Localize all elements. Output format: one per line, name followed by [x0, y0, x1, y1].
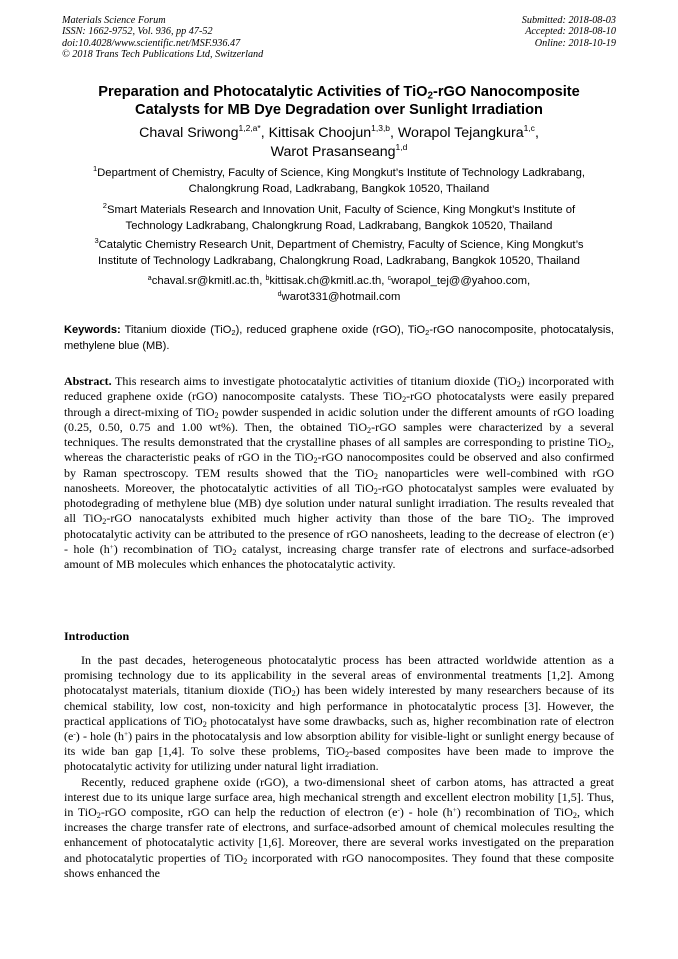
email-link[interactable]: warot331@hotmail.com [281, 290, 401, 303]
section-heading-introduction: Introduction [64, 629, 130, 643]
author-name: Kittisak Choojun [268, 125, 372, 141]
abstract: Abstract. This research aims to investigate photocatalytic activities of titanium dioxide (TiO$_2$) incorporated with reduced graphene oxide (rGO) nanocomposite catalysts. These TiO$_2$-rGO photocatalysts were easily prepared through a direct-mixing of TiO$_2$ powder suspended in acidic solution under the different amounts of rGO loading (0.25, 0.50, 0.75 and 1.00 wt%). Then, the obtained TiO$_2$-rGO samples were characterized by a several techniques. The results demonstrated that the crystalline phases of all samples are corresponding to pristine TiO$_2$, whereas the characteristic peaks of rGO in the TiO$_2$-rGO nanocomposites could be observed and also confirmed by Raman spectroscopy. TEM results showed that the TiO$_2$ nanoparticles were well-combined with rGO nanosheets. Moreover, the photocatalytic activities of all TiO$_2$-rGO photocatalyst samples were evaluated by photodegrading of methylene blue (MB) dye solution under natural sunlight irradiation. The results revealed that all TiO$_2$-rGO nanocatalysts exhibited much higher activity than those of the bare TiO$_2$. The improved photocatalytic activity can be attributed to the presence of rGO nanosheets, leading to the decrease of electron (e-) - hole (h+) recombination of TiO$_2$ catalyst, increasing charge transfer rate of electrons and surface-adsorbed amount of MB molecules which enhances the photocatalytic activity. [64, 374, 615, 571]
doi-line: doi:10.4028/www.scientific.net/MSF.936.47 [62, 37, 241, 49]
journal-header-right [522, 15, 616, 49]
email-link[interactable]: kittisak.ch@kmitl.ac.th, [269, 275, 388, 287]
affiliation-2: $^2$Smart Materials Research and Innovation Unit, Faculty of Science, King Mongkut’s Institute of Technology Ladkrabang, Chalongkrung Road, Ladkrabang, Bangkok 10520, Thailand [102, 201, 576, 232]
author-emails: $^a$chaval.sr@kmitl.ac.th, $^b$kittisak.ch@kmitl.ac.th, $^c$worapol_tej@@yahoo.com, $^d$warot331@hotmail.com [147, 275, 531, 303]
affiliation-1: $^1$Department of Chemistry, Faculty of Science, King Mongkut’s Institute of Technology Ladkrabang, Chalongkrung Road, Ladkrabang, Bangkok 10520, Thailand [92, 164, 586, 195]
paper-title: Preparation and Photocatalytic Activities of TiO$_2$-rGO Nanocomposite Catalysts for MB Dye Degradation over Sunlight Irradiation [98, 84, 580, 118]
author-name: Worapol Tejangkura [397, 125, 524, 141]
paragraph: Recently, reduced graphene oxide (rGO), a two-dimensional sheet of carbon atoms, has attracted a great interest due to its unique large surface area, high mechanical strength and excellent electron mobility [1,5]. Thus, in TiO$_2$-rGO composite, rGO can help the reduction of electron (e-) - hole (h+) recombination of TiO$_2$, which increases the charge transfer rate of electrons, and surface-adsorbed amount of chemical molecules resulting the enhancement of photocatalytic activity [1,6]. Moreover, there are several works investigated on the preparation and photocatalytic properties of TiO$_2$ incorporated with rGO nanocomposites. They found that these composite shows enhanced the [64, 774, 615, 880]
keywords: Keywords: Titanium dioxide (TiO$_2$), reduced graphene oxide (rGO), TiO$_2$-rGO nanocomposite, photocatalysis, methylene blue (MB). [64, 324, 614, 352]
issn-line: ISSN: 1662-9752, Vol. 936, pp 47-52 [62, 26, 213, 38]
submitted-date: Submitted: 2018-08-03 [521, 15, 616, 26]
author-name: Chaval Sriwong [139, 125, 239, 141]
affiliation-3: $^3$Catalytic Chemistry Research Unit, Department of Chemistry, Faculty of Science, King Mongkut’s Institute of Technology Ladkrabang, Chalongkrung Road, Ladkrabang, Bangkok 10520, Thailand [94, 236, 584, 267]
author-name: Warot Prasanseang [270, 144, 396, 160]
copyright-line: © 2018 Trans Tech Publications Ltd, Switzerland [62, 48, 264, 60]
email-link[interactable]: chaval.sr@kmitl.ac.th, [151, 275, 266, 287]
journal-name: Materials Science Forum [62, 15, 166, 26]
journal-header-left [62, 15, 263, 60]
paragraph: In the past decades, heterogeneous photocatalytic process has been attracted worldwide attention as a promising technology due to its applicability in the several areas of environmental treatments [1,2]. Among photocatalyst materials, titanium dioxide (TiO$_2$) has been widely interested by many researchers because of its chemical stability, low cost, non-toxicity and high performance in photocatalytic process [3]. However, the practical applications of TiO$_2$ photocatalyst have some drawbacks, such as, higher recombination rate of electron (e-) - hole (h+) pairs in the photocatalysis and low absorption ability for visible-light or sunlight energy because of its wide ban gap [1,4]. To solve these problems, TiO$_2$-based composites have been made to improve the photocatalytic activity for utilizing under natural light irradiation. [64, 653, 615, 774]
accepted-date: Accepted: 2018-08-10 [525, 26, 616, 38]
online-date: Online: 2018-10-19 [534, 37, 616, 49]
author-list: Chaval Sriwong$^{1,2,a*}$, Kittisak Choojun$^{1,3,b}$, Worapol Tejangkura$^{1,c}$, Warot Prasanseang$^{1,d}$ [139, 123, 539, 160]
email-link[interactable]: worapol_tej@@yahoo.com, [391, 275, 531, 287]
introduction-body [64, 653, 614, 881]
